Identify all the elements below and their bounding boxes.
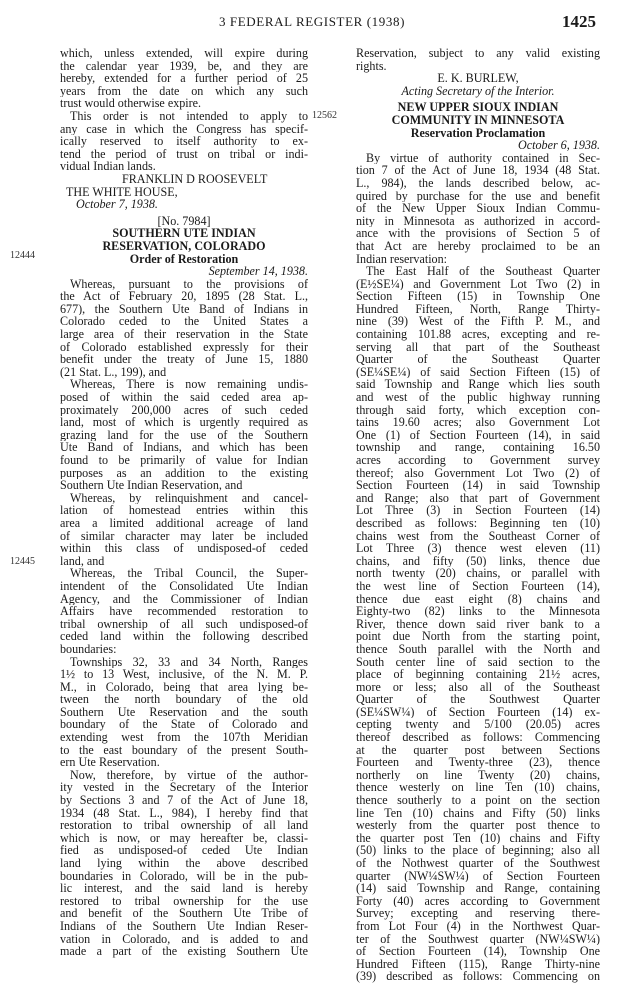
text-line: (SE¼SW¼) of Section Fourteen (14) ex- <box>356 705 600 719</box>
section-heading-line: Reservation Proclamation <box>410 125 546 140</box>
left-text-column <box>60 47 308 958</box>
text-line: containing 101.88 acres, excepting and re- <box>356 328 600 341</box>
text-line: Agency, and the Commissioner of Indian <box>60 592 308 606</box>
text-line: line Ten (10) chains and Fifty (50) links <box>356 806 600 820</box>
text-line: thence due east eight (8) chains and <box>356 592 600 606</box>
text-line: Affairs have recommended restoration to <box>60 605 308 618</box>
text-line: restored to tribal ownership for the use <box>60 894 308 908</box>
text-line: (14) said Township and Range, containing <box>356 882 600 895</box>
text-line: E. K. BURLEW, <box>437 71 519 86</box>
text-line: Whereas, pursuant to the provisions of <box>70 277 308 291</box>
text-line: tains 19.60 acres; also Government Lot <box>356 416 600 429</box>
text-line: Survey; excepting and reserving there- <box>356 907 600 920</box>
text-line: land lying within the above described <box>60 857 308 870</box>
text-line: of Section Fourteen (14), Township One <box>356 945 600 958</box>
text-line: place of beginning containing 21½ acres, <box>356 668 600 681</box>
section-heading-line: COMMUNITY IN MINNESOTA <box>391 112 565 127</box>
text-line: acres according to Government survey <box>356 454 600 467</box>
text-line: thence westerly on line Ten (10) chains, <box>356 781 600 795</box>
text-line: One (1) of Section Fourteen (14), in said <box>356 428 600 442</box>
text-line: serving all that part of the Southeast <box>356 340 600 354</box>
text-line: large area of their reservation in the State <box>60 328 308 341</box>
text-line: the calendar year 1939, be, and they are <box>60 59 308 73</box>
text-line: boundaries: <box>60 641 117 656</box>
text-line: Fourteen and Twenty-three (23), thence <box>356 756 600 769</box>
text-line: from Lot Four (4) in the Northwest Quar- <box>356 919 600 933</box>
text-line: boundary of the State of Colorado and <box>60 718 308 732</box>
text-line: north twenty (20) chains, or parallel with <box>356 567 600 580</box>
text-line: which is now, or may hereafter be, classi- <box>60 831 308 845</box>
text-line: M., in Colorado, being that area lying be- <box>60 680 308 694</box>
text-line: tion 7 of the Act of June 18, 1934 (48 Stat. <box>356 164 600 177</box>
text-line: 1½ to 13 West, inclusive, of the N. M. P. <box>60 668 308 681</box>
text-line: By virtue of authority contained in Sec- <box>366 151 600 165</box>
right-text-column <box>356 47 600 983</box>
text-line: restoration to tribal ownership of all land <box>60 819 308 832</box>
margin-note: 12562 <box>312 110 337 121</box>
text-line: thereof; also Government Lot Two (2) of <box>356 466 600 480</box>
text-line: ance with the provisions of Section 5 of <box>356 227 600 240</box>
text-line: River, thence down said river bank to a <box>356 617 600 631</box>
text-line: 1934 (48 Stat. L., 984), I hereby find that <box>60 806 308 820</box>
text-line: years from the date on which any such <box>60 84 308 98</box>
text-line: westerly from the quarter post thence to <box>356 819 600 832</box>
text-line: The East Half of the Southeast Quarter <box>366 265 600 278</box>
text-line: ceded land within the following described <box>60 630 308 643</box>
text-line: described as follows: Beginning ten (10) <box>356 516 600 530</box>
text-line: South center line of said section to the <box>356 655 600 669</box>
text-line: chains, and fifty (50) links, thence due <box>356 554 600 568</box>
text-line: Section Fourteen (14) in said Township <box>356 479 600 492</box>
text-line: of the Nothwest quarter of the Southwest <box>356 857 600 870</box>
text-line: of similar character may later be included <box>60 529 308 543</box>
section-heading-line: NEW UPPER SIOUX INDIAN <box>397 100 559 115</box>
text-line: Eighty-two (82) links to the Minnesota <box>356 605 600 618</box>
text-line: land, most of which is urgently required as <box>60 416 308 429</box>
text-line: area a limited additional acreage of land <box>60 516 308 530</box>
text-line: to the east boundary of the present South- <box>60 743 308 757</box>
text-line: Southern Ute Indian Reservation, and <box>60 478 243 493</box>
page-header <box>0 12 624 34</box>
text-line: posed of within the said ceded area ap- <box>60 391 308 404</box>
text-line: and benefit of the Southern Ute Tribe of <box>60 907 308 920</box>
text-line: within this class of undisposed-of ceded <box>60 542 308 555</box>
text-line: that Act are hereby proclaimed to be an <box>356 239 600 253</box>
text-line: Southern Ute Reservation and the south <box>60 705 308 719</box>
text-line: ity vested in the Secretary of the Interior <box>60 781 308 795</box>
text-line: (39) described as follows: Commencing on <box>356 970 600 983</box>
page-number: 1425 <box>562 12 596 31</box>
text-line: more or less; also all of the Southeast <box>356 680 600 694</box>
text-line: lation of homestead entries within this <box>60 504 308 517</box>
section-heading-line: Order of Restoration <box>129 251 239 266</box>
text-line: the quarter post Ten (10) chains and Fifty <box>356 831 600 845</box>
text-line: northerly on line Twenty (20) chains, <box>356 768 600 782</box>
text-line: of the New Upper Sioux Indian Commu- <box>356 202 600 215</box>
text-line: township and range, containing 16.50 <box>356 441 600 454</box>
text-line: extending west from the 107th Meridian <box>60 731 308 744</box>
text-line: October 6, 1938. <box>518 138 600 153</box>
text-line: chains west from the Southeast Corner of <box>356 529 600 543</box>
text-line: Whereas, the Tribal Council, the Super- <box>70 567 308 580</box>
text-line: Reservation, subject to any valid existing <box>356 47 600 60</box>
text-line: September 14, 1938. <box>208 264 308 279</box>
text-line: nine (39) West of the Fifth P. M., and <box>356 315 600 329</box>
text-line: through said forty, which exception con- <box>356 403 600 417</box>
text-line: purposes as an addition to the existing <box>60 466 308 480</box>
text-line: ern Ute Reservation. <box>60 755 160 770</box>
text-line: October 7, 1938. <box>76 197 158 212</box>
text-line: Indian reservation: <box>356 251 448 266</box>
text-line: Indians of the Southern Ute Indian Reser- <box>60 919 308 933</box>
text-line: (21 Stat. L., 199), and <box>60 364 167 379</box>
text-line: by Sections 3 and 7 of the Act of June 18, <box>60 794 308 807</box>
text-line: Whereas, There is now remaining undis- <box>70 378 308 392</box>
text-line: thereof described as follows: Commencing <box>356 731 600 744</box>
section-heading-line: SOUTHERN UTE INDIAN <box>112 226 256 241</box>
text-line: nity in Minnesota as authorized in accord- <box>356 214 600 228</box>
text-line: (50) links to the place of beginning; also all <box>356 844 600 857</box>
text-line: fied as undisposed-of ceded Ute Indian <box>60 844 308 857</box>
text-line: L., 984), the lands described below, ac- <box>356 176 600 190</box>
margin-note: 12445 <box>10 556 35 567</box>
text-line: Whereas, by relinquishment and cancel- <box>70 491 308 505</box>
text-line: rights. <box>356 58 387 73</box>
text-line: Townships 32, 33 and 34 North, Ranges <box>70 655 308 669</box>
text-line: intendent of the Consolidated Ute Indian <box>60 579 308 593</box>
text-line: THE WHITE HOUSE, <box>66 184 178 199</box>
text-line: said Township and Range which lies south <box>356 378 600 392</box>
text-line: tween the north boundary of the old <box>60 693 308 706</box>
text-line: Now, therefore, by virtue of the author- <box>70 768 308 782</box>
text-line: lic interest, and the said land is hereby <box>60 882 308 895</box>
text-line: Quarter of the Southeast Quarter <box>356 353 600 366</box>
text-line: grazing land for the use of the Southern <box>60 428 308 442</box>
text-line: of Colorado established expressly for their <box>60 340 308 354</box>
text-line: Hundred Fifteen (115), Range Thirty-nine <box>356 957 600 971</box>
text-line: made a part of the existing Southern Ute <box>60 945 308 958</box>
text-line: the Act of February 20, 1895 (28 Stat. L., <box>60 290 308 303</box>
text-line: and Range; also that part of Government <box>356 491 600 505</box>
text-line: benefit under the treaty of June 15, 1880 <box>60 353 308 366</box>
running-title: 3 FEDERAL REGISTER (1938) <box>218 14 406 29</box>
text-line: FRANKLIN D ROOSEVELT <box>122 171 268 186</box>
section-heading-line: RESERVATION, COLORADO <box>102 238 266 253</box>
text-line: This order is not intended to apply to <box>70 109 308 123</box>
margin-note: 12444 <box>10 250 35 261</box>
text-line: Lot Three (3) in Section Fourteen (14) <box>356 504 600 517</box>
text-line: vation in Colorado, and is added to and <box>60 932 308 946</box>
text-line: the west line of Section Fourteen (14), <box>356 579 600 593</box>
text-line: Ute Band of Indians, and which has been <box>60 441 308 454</box>
text-line: thence South parallel with the North and <box>356 642 600 656</box>
text-line: boundaries in Colorado, will be in the pub- <box>60 869 308 883</box>
text-line: Colorado ceded to the United States a <box>60 315 308 329</box>
text-line: trust would otherwise expire. <box>60 96 202 111</box>
text-line: quarter (NW¼SW¼) of Section Fourteen <box>356 869 600 883</box>
text-line: Acting Secretary of the Interior. <box>401 83 555 98</box>
text-line: [No. 7984] <box>157 213 211 228</box>
text-line: 677), the Southern Ute Band of Indians in <box>60 302 308 316</box>
text-line: Section Fifteen (15) in Township One <box>356 290 600 303</box>
text-line: thence southerly to a point on the section <box>356 794 600 807</box>
text-line: Lot Three (3) thence west eleven (11) <box>356 542 600 555</box>
text-line: tend the period of trust on tribal or indi- <box>60 147 308 161</box>
text-line: ter of the Southwest quarter (NW¼SW¼) <box>356 932 600 946</box>
text-line: found to be primarily of value for Indian <box>60 454 308 467</box>
text-line: ically reserved to itself authority to ex- <box>60 135 308 148</box>
text-line: tribal ownership of all such undisposed-of <box>60 617 308 631</box>
text-line: Hundred Fifteen, North, Range Thirty- <box>356 302 600 316</box>
text-line: cepting twenty and 5/100 (20.05) acres <box>356 718 600 732</box>
text-line: and west of the public highway running <box>356 391 600 404</box>
text-line: land, and <box>60 553 105 568</box>
text-line: Quarter of the Southwest Quarter <box>356 693 600 706</box>
text-line: proximately 200,000 acres of such ceded <box>60 403 308 417</box>
text-line: any case in which the Congress has specif- <box>60 122 308 136</box>
text-line: quired by purchase for the use and benefit <box>356 189 600 203</box>
text-line: vidual Indian lands. <box>60 159 156 174</box>
text-line: which, unless extended, will expire during <box>60 47 308 60</box>
text-line: Forty (40) acres according to Government <box>356 894 600 908</box>
text-line: (SE¼SE¼) of said Section Fifteen (15) of <box>356 365 600 379</box>
text-line: (E½SE¼) and Government Lot Two (2) in <box>356 277 600 291</box>
text-line: point due North from the starting point, <box>356 630 600 643</box>
text-line: at the quarter post between Sections <box>356 743 600 757</box>
text-line: hereby, extended for a further period of 25 <box>60 72 308 85</box>
